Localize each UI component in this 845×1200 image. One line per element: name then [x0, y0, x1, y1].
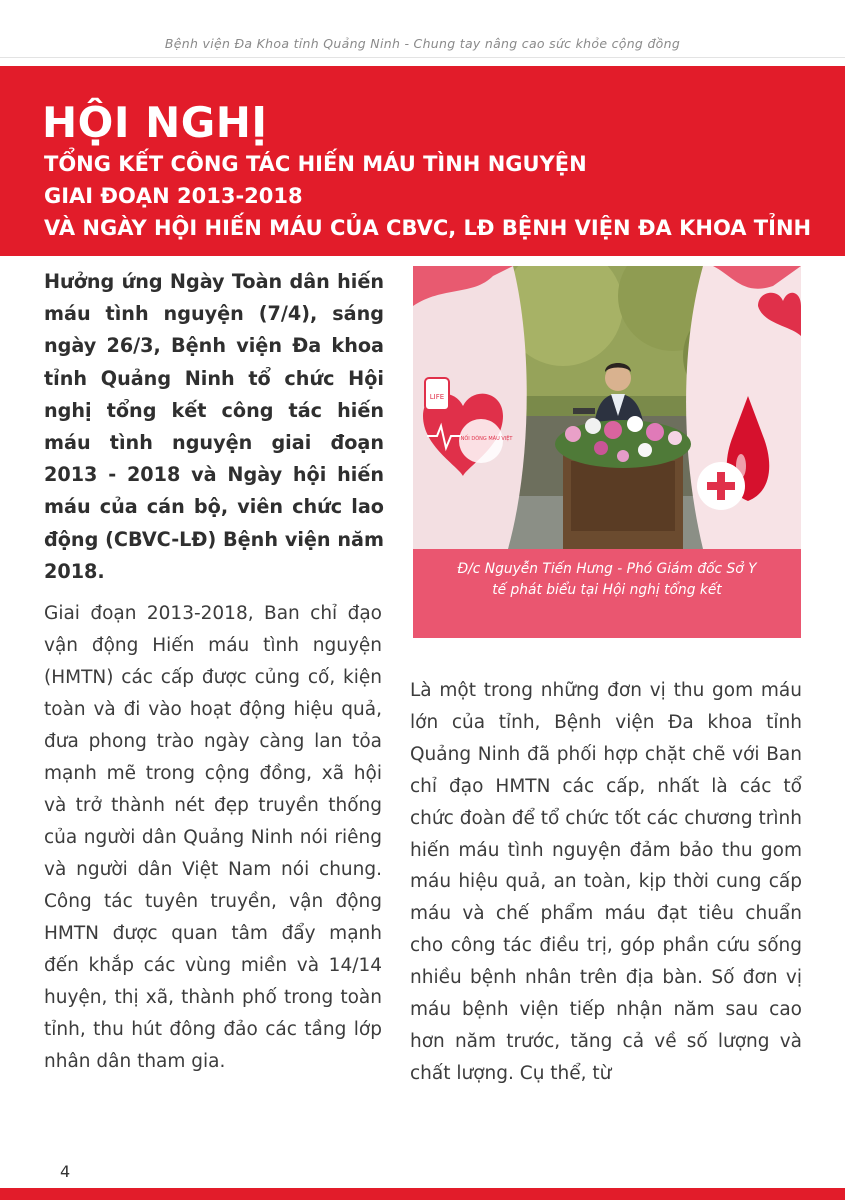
heart-label: KẾT NỐI DÒNG MÁU VIỆT	[449, 436, 513, 442]
header-divider	[0, 57, 845, 58]
body-paragraph-right: Là một trong những đơn vị thu gom máu lớn của tỉnh, Bệnh viện Đa khoa tỉnh Quảng Ninh đã phối hợp chặt chẽ với Ban chỉ đạo HMTN các cấp, nhất là các tổ chức đoàn để tổ chức tốt các chương trình hiến máu tình nguyện đảm bảo thu gom máu hiệu quả, an toàn, kịp thời cung cấp máu và chế phẩm máu đạt tiêu chuẩn cho công tác điều trị, góp phần cứu sống nhiều bệnh nhân trên địa bàn. Số đơn vị máu bệnh viện tiếp nhận năm sau cao hơn năm trước, tăng cả về số lượng và chất lượng. Cụ thể, từ	[410, 680, 802, 1084]
photo-figure	[413, 266, 801, 638]
page-number: 4	[60, 1162, 71, 1181]
photo-caption	[413, 559, 801, 601]
footer-bar	[0, 1188, 845, 1200]
body-paragraph-left: Giai đoạn 2013-2018, Ban chỉ đạo vận động Hiến máu tình nguyện (HMTN) các cấp được củng cố, kiện toàn và đi vào hoạt động hiệu quả, đưa phong trào ngày càng lan tỏa mạnh mẽ trong cộng đồng, xã hội và trở thành nét đẹp truyền thống của người dân Quảng Ninh nói riêng và người dân Việt Nam nói chung. Công tác tuyên truyền, vận động HMTN được quan tâm đẩy mạnh đến khắp các vùng miền và 14/14 huyện, thị xã, thành phố trong toàn tỉnh, thu hút đông đảo các tầng lớp nhân dân tham gia.	[44, 603, 382, 1072]
lead-paragraph: Hưởng ứng Ngày Toàn dân hiến máu tình nguyện (7/4), sáng ngày 26/3, Bệnh viện Đa khoa tỉnh Quảng Ninh tổ chức Hội nghị tổng kết công tác hiến máu tình nguyện giai đoạn 2013 - 2018 và Ngày hội hiến máu của cán bộ, viên chức lao động (CBVC-LĐ) Bệnh viện năm 2018.	[44, 270, 384, 583]
article-subtitle-line-2: GIAI ĐOẠN 2013-2018	[44, 184, 303, 208]
speaker-photo	[413, 266, 801, 549]
article-subtitle-line-3: VÀ NGÀY HỘI HIẾN MÁU CỦA CBVC, LĐ BỆNH VIỆN ĐA KHOA TỈNH	[44, 216, 812, 240]
article-subtitle-line-1: TỔNG KẾT CÔNG TÁC HIẾN MÁU TÌNH NGUYỆN	[44, 152, 587, 176]
title-banner	[0, 66, 845, 256]
running-head: Bệnh viện Đa Khoa tỉnh Quảng Ninh - Chung tay nâng cao sức khỏe cộng đồng	[164, 36, 681, 51]
caption-line-1: Đ/c Nguyễn Tiến Hưng - Phó Giám đốc Sở Y	[457, 561, 757, 577]
caption-line-2: tế phát biểu tại Hội nghị tổng kết	[492, 582, 722, 598]
bag-label: LIFE	[429, 393, 445, 401]
article-title: HỘI NGHỊ	[42, 98, 268, 147]
